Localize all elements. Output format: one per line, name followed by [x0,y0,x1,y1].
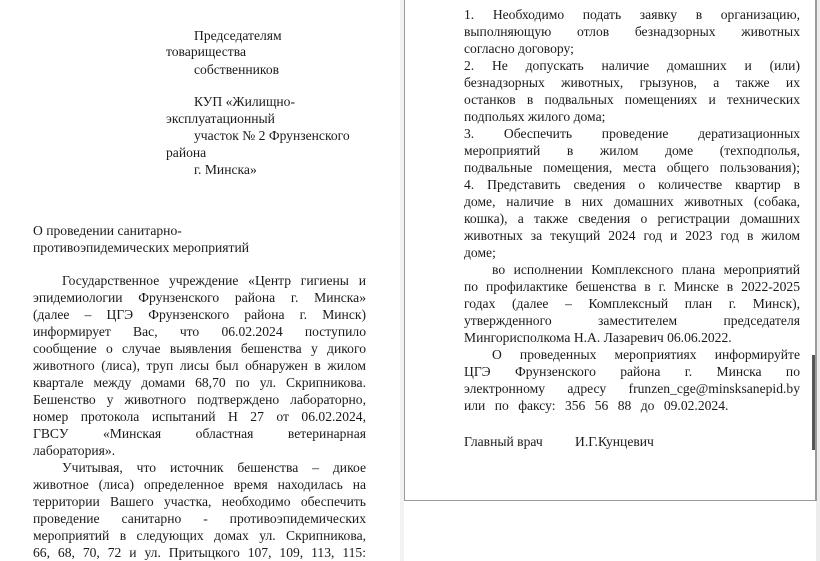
body-line: информирует Вас, что 06.02.2024 поступило [33,324,366,339]
body-line: Мингорисполкома Н.А. Лазаревич 06.06.2022. [464,330,732,345]
body-line: 1. Необходимо подать заявку в организацию, [464,7,800,22]
body-line: животных за текущий 2024 год и 2023 год в жилом [464,228,800,243]
addressee-line: товарищества [166,44,246,59]
addressee-line: КУП «Жилищно- [194,94,296,109]
body-line: Бешенство у животного подтверждено лабораторно, [33,392,366,407]
body-line: Учитывая, что источник бешенства – дикое [62,460,366,475]
signature-title: Главный врач [464,434,543,449]
body-line: во исполнении Комплексного плана мероприятий [492,262,800,277]
body-line: подпольях жилого дома; [464,109,606,124]
addressee-line: участок № 2 Фрунзенского [194,128,350,143]
document-page-right [404,0,817,501]
body-line: останков в подвальных помещениях и технических [464,92,800,107]
body-line: лаборатория». [33,443,116,458]
body-line: выполняющую отлов безнадзорных животных [464,24,800,39]
subject-line: О проведении санитарно- [33,223,182,238]
addressee-line: Председателям [194,28,282,43]
body-line: подвальные помещения, места общего пользования); [464,160,800,175]
body-line: доме, наличие в них домашних животных (собака, [464,194,800,209]
body-line: 4. Представить сведения о количестве квартир в [464,177,800,192]
body-line: квартале между домами 68,70 по ул. Скрипникова. [33,375,366,390]
body-line: или по факсу: 356 56 88 до 09.02.2024. [464,398,729,413]
addressee-line: г. Минска» [194,162,257,177]
body-line: доме; [464,245,496,260]
body-line: мероприятий в жилом доме (техподполья, [464,143,800,158]
body-line: по профилактике бешенства в г. Минске в 2022-2025 [464,279,800,294]
body-line: ЦГЭ Фрунзенского района г. Минска по [464,364,800,379]
body-line: Государственное учреждение «Центр гигиены и [62,273,366,288]
body-line: животное (лиса) определенное время находилась на [33,477,366,492]
body-line: согласно договору; [464,41,574,56]
scrollbar-thumb[interactable] [812,355,815,450]
body-line: животного (лиса), труп лисы был обнаружен в жилом [33,358,366,373]
addressee-line: эксплуатационный [166,111,275,126]
body-line: утвержденного заместителем председателя [464,313,800,328]
subject-line: противоэпидемических мероприятий [33,240,250,255]
signature-name: И.Г.Кунцевич [575,434,654,449]
body-line: годах (далее – Комплексный план г. Минск), [464,296,800,311]
body-line: 66, 68, 70, 72 и ул. Притыцкого 107, 109, 113, 115: [33,545,366,560]
body-line: кошка), а также сведения о регистрации домашних [464,211,800,226]
body-line: 2. Не допускать наличие домашних и (или) [464,58,800,73]
document-page-left [0,0,400,561]
body-line: безнадзорных животных, грызунов, а также их [464,75,800,90]
body-line: проведение санитарно - противоэпидемических [33,511,366,526]
body-line: мероприятий в следующих домах ул. Скрипникова, [33,528,366,543]
body-line: О проведенных мероприятиях информируйте [492,347,800,362]
addressee-line: района [166,145,207,160]
body-line: (далее – ЦГЭ Фрунзенского района г. Минск) [33,307,366,322]
body-line: эпидемиологии Фрунзенского района г. Минска» [33,290,366,305]
body-line: 3. Обеспечить проведение дератизационных [464,126,800,141]
body-line: территории Вашего участка, необходимо обеспечить [33,494,366,509]
body-line: электронному адресу frunzen_cge@minsksanepid.by [464,381,800,396]
addressee-line: собственников [194,62,280,77]
body-line: сообщение о случае выявления бешенства у дикого [33,341,366,356]
body-line: номер протокола испытаний Н 27 от 06.02.2024, [33,409,366,424]
body-line: ГВСУ «Минская областная ветеринарная [33,426,366,441]
